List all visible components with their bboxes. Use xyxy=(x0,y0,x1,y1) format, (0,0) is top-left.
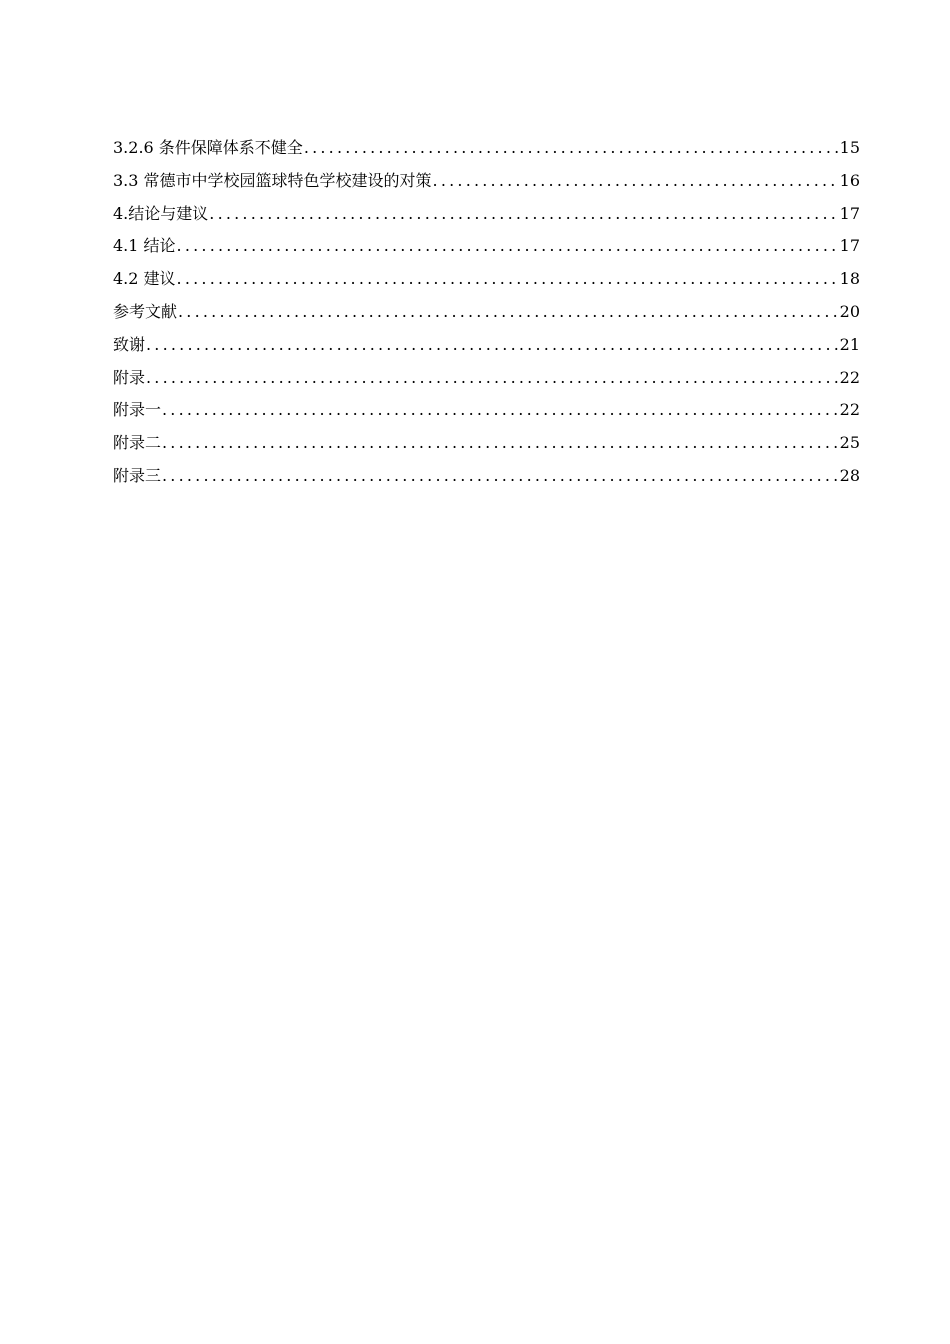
toc-dot-leader xyxy=(209,198,837,231)
toc-entry-page: 28 xyxy=(839,465,860,485)
toc-entry[interactable] xyxy=(113,394,860,427)
toc-entry-page: 16 xyxy=(839,170,860,190)
toc-entry-label: 致谢 xyxy=(113,334,146,354)
toc-entry[interactable] xyxy=(113,362,860,395)
toc-dot-leader xyxy=(177,263,838,296)
toc-entry-page: 17 xyxy=(839,236,860,256)
toc-entry-page: 21 xyxy=(839,334,860,354)
toc-entry-page: 17 xyxy=(839,203,860,223)
toc-dot-leader xyxy=(146,329,838,362)
toc-dot-leader xyxy=(162,460,838,493)
toc-entry[interactable] xyxy=(113,460,860,493)
toc-entry-label: 4.2 建议 xyxy=(113,269,176,289)
toc-dot-leader xyxy=(177,230,838,263)
toc-entry-page: 25 xyxy=(839,433,860,453)
toc-entry[interactable] xyxy=(113,427,860,460)
toc-entry-label: 4.1 结论 xyxy=(113,236,176,256)
toc-dot-leader xyxy=(162,427,838,460)
toc-entry[interactable] xyxy=(113,165,860,198)
toc-entry-label: 参考文献 xyxy=(113,301,178,321)
toc-entry-page: 18 xyxy=(839,269,860,289)
toc-dot-leader xyxy=(304,132,838,165)
toc-entry-label: 3.3 常德市中学校园篮球特色学校建设的对策 xyxy=(113,170,432,190)
toc-dot-leader xyxy=(433,165,838,198)
toc-entry-page: 20 xyxy=(839,301,860,321)
toc-entry-label: 附录 xyxy=(113,367,146,387)
table-of-contents xyxy=(113,132,860,493)
toc-entry-page: 22 xyxy=(839,367,860,387)
toc-entry[interactable] xyxy=(113,230,860,263)
toc-dot-leader xyxy=(162,394,838,427)
toc-entry-page: 15 xyxy=(839,138,860,157)
toc-entry-label: 附录三 xyxy=(113,465,162,485)
toc-entry[interactable] xyxy=(113,296,860,329)
toc-entry[interactable] xyxy=(113,263,860,296)
toc-entry[interactable] xyxy=(113,198,860,231)
toc-entry[interactable] xyxy=(113,329,860,362)
toc-entry[interactable] xyxy=(113,132,860,165)
toc-entry-label: 3.2.6 条件保障体系不健全 xyxy=(113,138,303,157)
toc-dot-leader xyxy=(146,362,838,395)
toc-entry-label: 附录一 xyxy=(113,400,162,420)
toc-entry-label: 附录二 xyxy=(113,433,162,453)
toc-entry-label: 4.结论与建议 xyxy=(113,203,209,223)
toc-entry-page: 22 xyxy=(839,400,860,420)
toc-dot-leader xyxy=(178,296,838,329)
